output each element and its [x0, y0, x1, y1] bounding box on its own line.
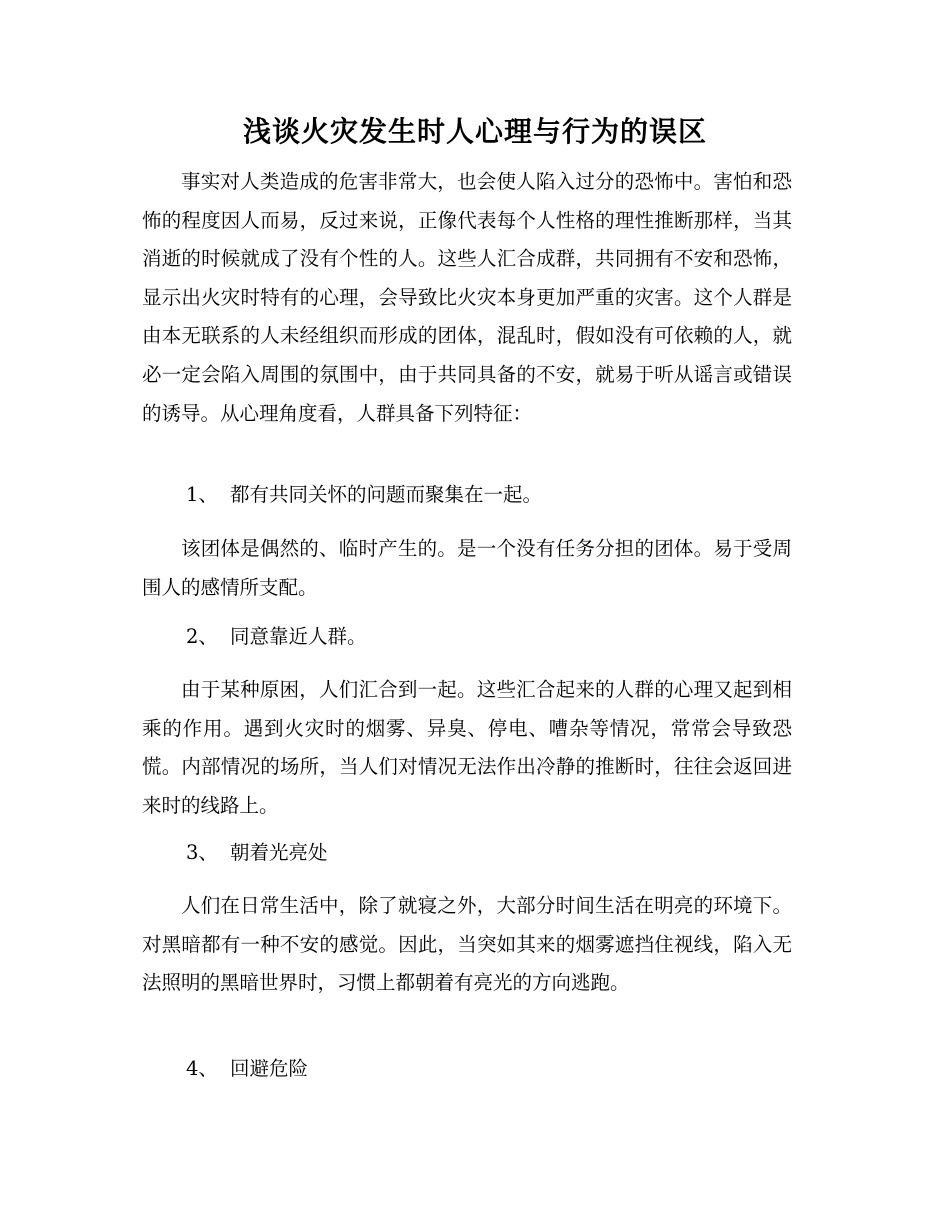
list-item-text: 回避危险 — [230, 1057, 309, 1080]
list-item-number: 2、 — [186, 625, 218, 648]
list-item-text: 都有共同关怀的问题而聚集在一起。 — [230, 483, 543, 506]
list-item-1 — [186, 476, 786, 515]
body-paragraph-3: 人们在日常生活中，除了就寝之外，大部分时间生活在明亮的环境下。对黑暗都有一种不安的感觉。因此，当突如其来的烟雾遮挡住视线，陷入无法照明的黑暗世界时，习惯上都朝着有亮光的方向逃跑。 — [142, 894, 792, 995]
document-title: 浅谈火灾发生时人心理与行为的误区 — [242, 115, 707, 148]
body-paragraph-1: 该团体是偶然的、临时产生的。是一个没有任务分担的团体。易于受周围人的感情所支配。 — [142, 537, 792, 599]
list-item-number: 3、 — [186, 841, 218, 864]
intro-paragraph: 事实对人类造成的危害非常大，也会使人陷入过分的恐怖中。害怕和恐怖的程度因人而易，反过来说，正像代表每个人性格的理性推断那样，当其消逝的时候就成了没有个性的人。这些人汇合成群，共同拥有不安和恐怖，显示出火灾时特有的心理，会导致比火灾本身更加严重的灾害。这个人群是由本无联系的人未经组织而形成的团体，混乱时，假如没有可依赖的人，就必一定会陷入周围的氛围中，由于共同具备的不安，就易于听从谣言或错误的诱导。从心理角度看，人群具备下列特征： — [142, 170, 792, 425]
list-item-number: 4、 — [186, 1057, 218, 1080]
list-item-3 — [186, 834, 786, 873]
body-paragraph-2: 由于某种原困，人们汇合到一起。这些汇合起来的人群的心理又起到相乘的作用。遇到火灾时的烟雾、异臭、停电、嘈杂等情况，常常会导致恐慌。内部情况的场所，当人们对情况无法作出冷静的推断时，往往会返回进来时的线路上。 — [142, 678, 792, 817]
list-item-text: 朝着光亮处 — [230, 841, 328, 864]
list-item-4 — [186, 1050, 786, 1089]
list-item-text: 同意靠近人群。 — [230, 625, 367, 648]
list-item-2 — [186, 618, 786, 657]
list-item-number: 1、 — [186, 483, 218, 506]
